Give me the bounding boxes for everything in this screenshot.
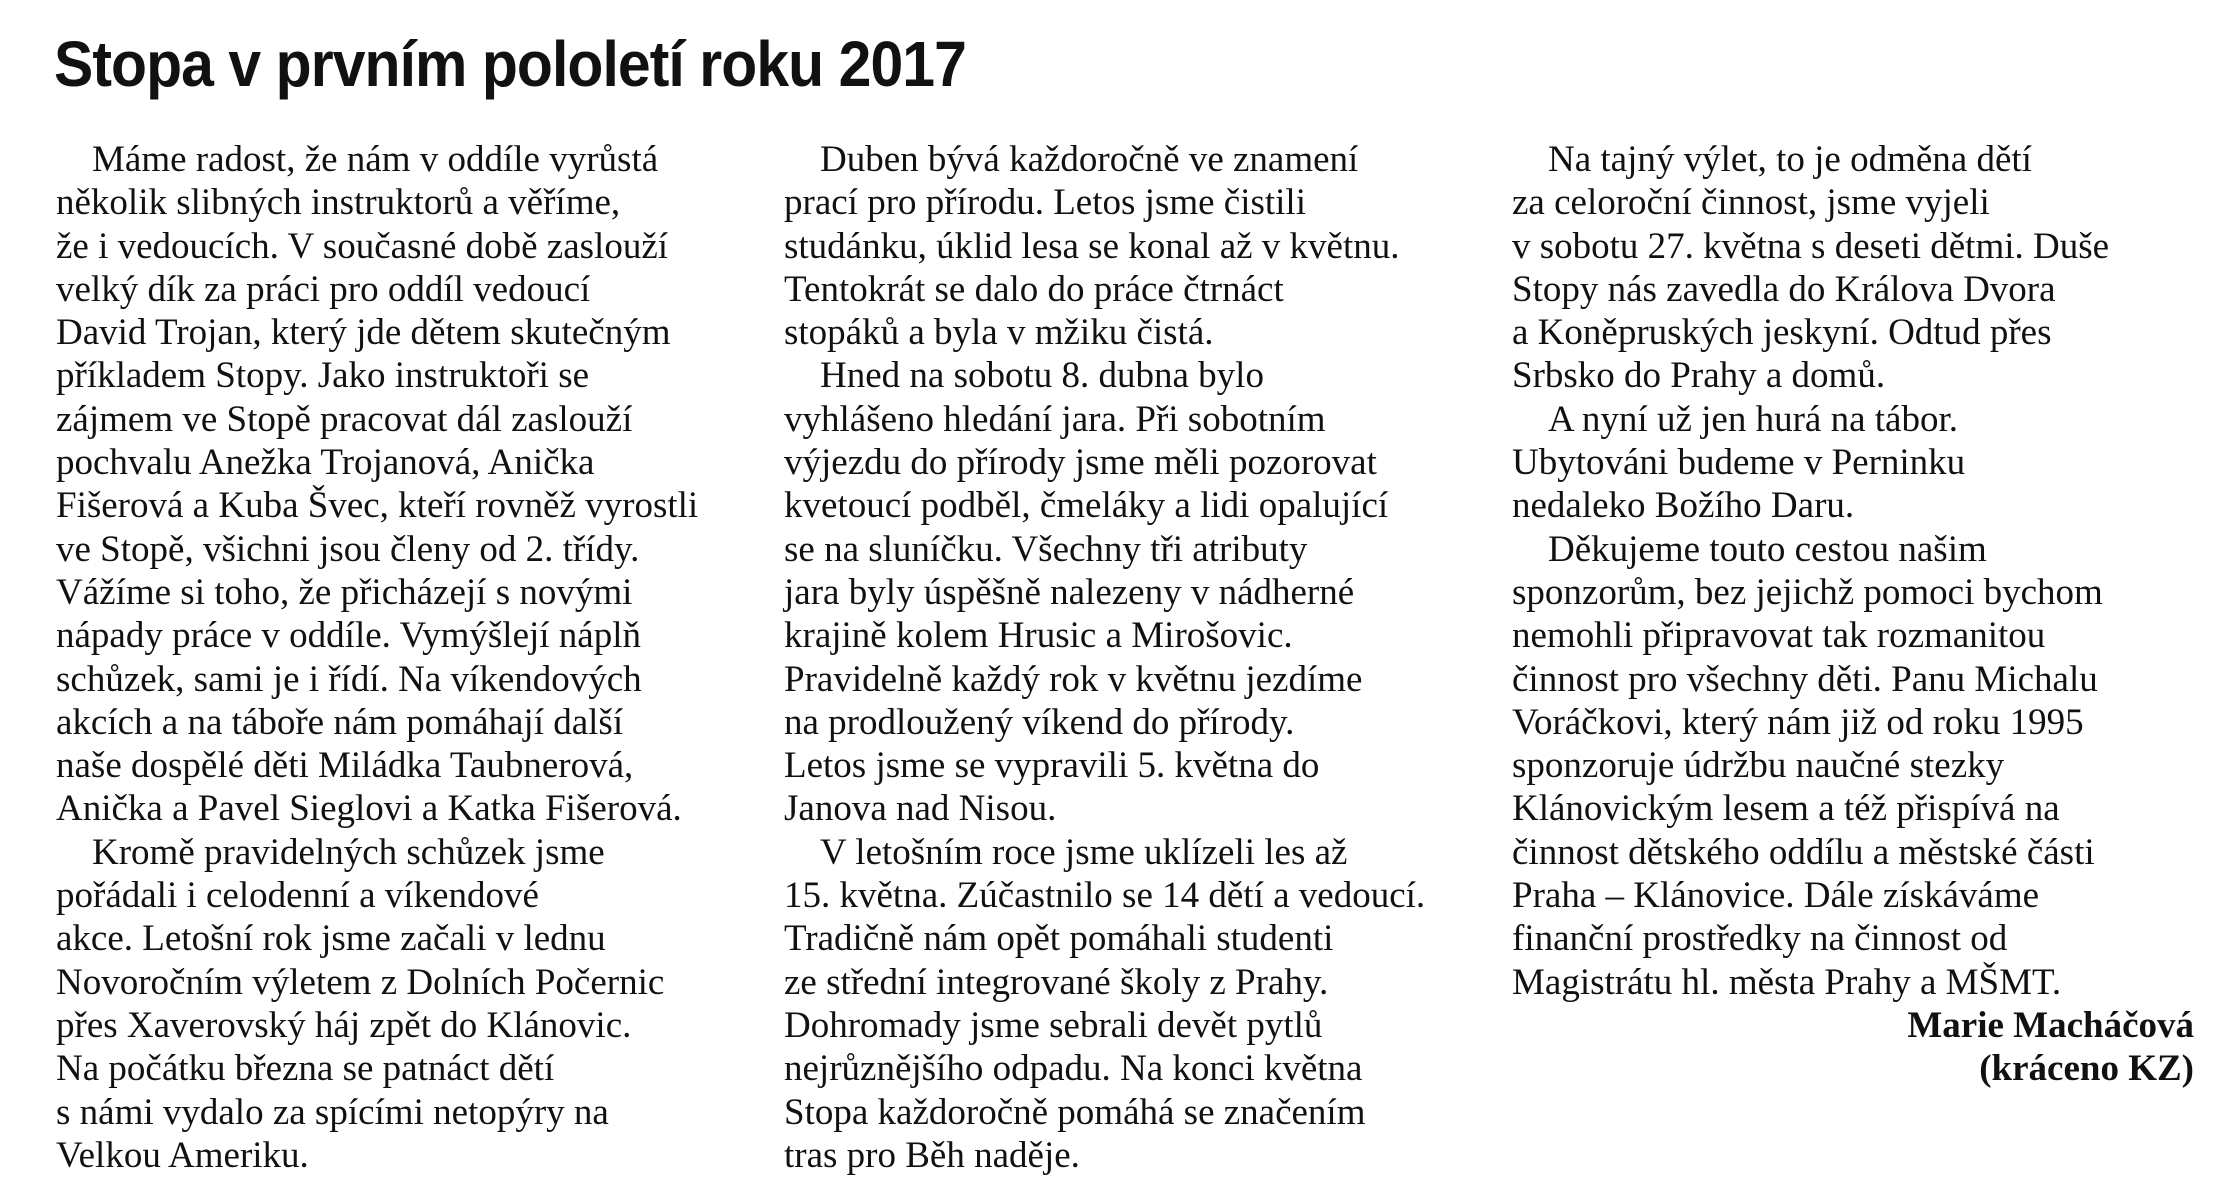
text-line: Novoročním výletem z Dolních Počernic bbox=[56, 961, 665, 1003]
text-line: sponzorům, bez jejichž pomoci bychom bbox=[1512, 571, 2103, 613]
text-line: s námi vydalo za spícími netopýry na bbox=[56, 1091, 609, 1133]
text-line: ve Stopě, všichni jsou členy od 2. třídy. bbox=[56, 528, 640, 570]
text-line: Hned na sobotu 8. dubna bylo bbox=[820, 355, 1264, 397]
text-line: se na sluníčku. Všechny tři atributy bbox=[784, 528, 1308, 570]
column-2 bbox=[784, 138, 1484, 1177]
text-line: nápady práce v oddíle. Vymýšlejí náplň bbox=[56, 615, 642, 657]
text-line: Tentokrát se dalo do práce čtrnáct bbox=[784, 268, 1284, 310]
text-line: nemohli připravovat tak rozmanitou bbox=[1512, 615, 2046, 657]
text-line: jara byly úspěšně nalezeny v nádherné bbox=[784, 571, 1355, 613]
text-line: velký dík za práci pro oddíl vedoucí bbox=[56, 268, 591, 310]
text-line: tras pro Běh naděje. bbox=[784, 1134, 1080, 1176]
text-line: prací pro přírodu. Letos jsme čistili bbox=[784, 182, 1306, 224]
text-line: naše dospělé děti Miládka Taubnerová, bbox=[56, 745, 634, 787]
text-line: výjezdu do přírody jsme měli pozorovat bbox=[784, 442, 1377, 484]
text-line: několik slibných instruktorů a věříme, bbox=[56, 182, 621, 224]
text-line: Velkou Ameriku. bbox=[56, 1134, 309, 1176]
text-line: Janova nad Nisou. bbox=[784, 788, 1057, 830]
text-line: nejrůznějšího odpadu. Na konci května bbox=[784, 1048, 1363, 1090]
text-line: Stopy nás zavedla do Králova Dvora bbox=[1512, 268, 2056, 310]
text-line: činnost pro všechny děti. Panu Michalu bbox=[1512, 658, 2098, 700]
text-line: akcích a na táboře nám pomáhají další bbox=[56, 701, 624, 743]
article-title: Stopa v prvním pololetí roku 2017 bbox=[54, 28, 966, 100]
text-line: Stopa každoročně pomáhá se značením bbox=[784, 1091, 1366, 1133]
text-line: Praha – Klánovice. Dále získáváme bbox=[1512, 875, 2040, 917]
text-line: pochvalu Anežka Trojanová, Anička bbox=[56, 442, 595, 484]
text-line: pořádali i celodenní a víkendové bbox=[56, 875, 539, 917]
text-line: příkladem Stopy. Jako instruktoři se bbox=[56, 355, 590, 397]
text-line: akce. Letošní rok jsme začali v lednu bbox=[56, 918, 606, 960]
text-line: a Koněpruských jeskyní. Odtud přes bbox=[1512, 312, 2052, 354]
text-line: Duben bývá každoročně ve znamení bbox=[820, 139, 1359, 180]
text-line: ze střední integrované školy z Prahy. bbox=[784, 961, 1329, 1003]
text-line: studánku, úklid lesa se konal až v květnu. bbox=[784, 225, 1400, 267]
text-line: A nyní už jen hurá na tábor. bbox=[1548, 398, 1958, 440]
text-line: finanční prostředky na činnost od bbox=[1512, 918, 2008, 960]
text-line: Klánovickým lesem a též přispívá na bbox=[1512, 788, 2060, 830]
text-line: V letošním roce jsme uklízeli les až bbox=[820, 831, 1348, 873]
text-line: Letos jsme se vypravili 5. května do bbox=[784, 745, 1320, 787]
text-line: Magistrátu hl. města Prahy a MŠMT. bbox=[1512, 961, 2062, 1003]
text-line: Pravidelně každý rok v květnu jezdíme bbox=[784, 658, 1363, 700]
text-line: vyhlášeno hledání jara. Při sobotním bbox=[784, 398, 1326, 440]
editor-note: (kráceno KZ) bbox=[1979, 1048, 2194, 1090]
author-signature: Marie Macháčová bbox=[1907, 1004, 2194, 1046]
text-line: v sobotu 27. května s deseti dětmi. Duše bbox=[1512, 225, 2110, 267]
text-line: přes Xaverovský háj zpět do Klánovic. bbox=[56, 1004, 632, 1046]
text-line: za celoroční činnost, jsme vyjeli bbox=[1512, 182, 1990, 224]
text-line: David Trojan, který jde dětem skutečným bbox=[56, 312, 671, 354]
text-line: Máme radost, že nám v oddíle vyrůstá bbox=[92, 139, 659, 180]
text-line: sponzoruje údržbu naučné stezky bbox=[1512, 745, 2005, 787]
text-line: Fišerová a Kuba Švec, kteří rovněž vyrostli bbox=[56, 485, 699, 527]
text-line: schůzek, sami je i řídí. Na víkendových bbox=[56, 658, 642, 700]
text-line: že i vedoucích. V současné době zaslouží bbox=[56, 225, 669, 267]
text-line: Voráčkovi, který nám již od roku 1995 bbox=[1512, 701, 2084, 743]
text-line: Na počátku března se patnáct dětí bbox=[56, 1048, 555, 1090]
text-line: na prodloužený víkend do přírody. bbox=[784, 701, 1295, 743]
column-3 bbox=[1512, 138, 2212, 1091]
text-line: Vážíme si toho, že přicházejí s novými bbox=[56, 571, 633, 613]
text-line: Srbsko do Prahy a domů. bbox=[1512, 355, 1886, 397]
text-line: nedaleko Božího Daru. bbox=[1512, 485, 1855, 527]
text-line: stopáků a byla v mžiku čistá. bbox=[784, 312, 1214, 354]
text-line: Děkujeme touto cestou našim bbox=[1548, 528, 1987, 570]
text-line: Tradičně nám opět pomáhali studenti bbox=[784, 918, 1334, 960]
text-line: kvetoucí podběl, čmeláky a lidi opalující bbox=[784, 485, 1389, 527]
text-line: zájmem ve Stopě pracovat dál zaslouží bbox=[56, 398, 633, 440]
text-line: 15. května. Zúčastnilo se 14 dětí a vedoucí. bbox=[784, 875, 1426, 917]
text-line: Ubytováni budeme v Perninku bbox=[1512, 442, 1966, 484]
text-line: Kromě pravidelných schůzek jsme bbox=[92, 831, 605, 873]
text-line: činnost dětského oddílu a městské části bbox=[1512, 831, 2095, 873]
column-1 bbox=[56, 138, 756, 1177]
text-line: Dohromady jsme sebrali devět pytlů bbox=[784, 1004, 1323, 1046]
text-line: krajině kolem Hrusic a Mirošovic. bbox=[784, 615, 1293, 657]
text-line: Na tajný výlet, to je odměna dětí bbox=[1548, 139, 2032, 180]
text-line: Anička a Pavel Sieglovi a Katka Fišerová. bbox=[56, 788, 682, 830]
